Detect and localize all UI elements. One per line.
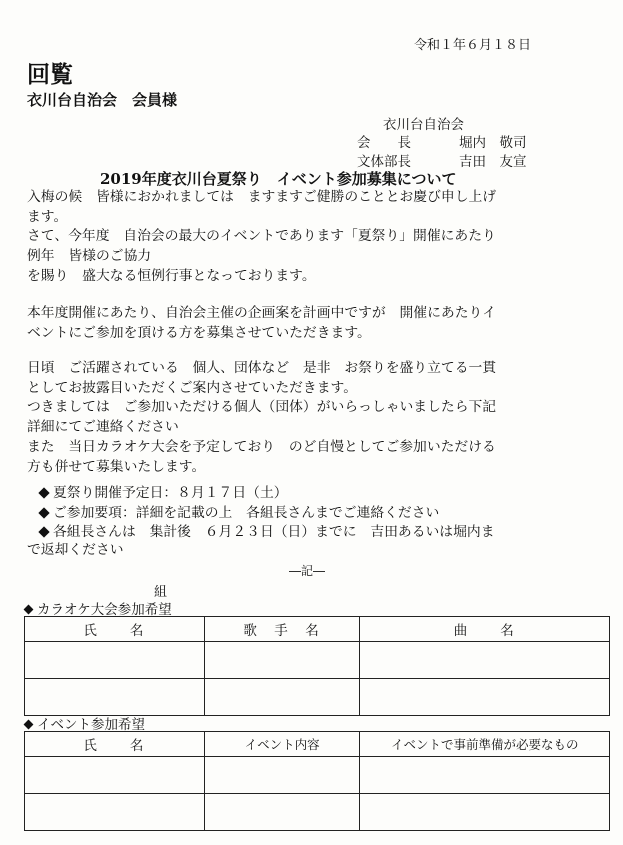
column-header-event-content: イベント内容	[204, 732, 360, 757]
body-line: 入梅の候 皆様におかれましては ますますご健勝のこととお慶び申し上げ	[27, 189, 497, 205]
table-row	[25, 679, 610, 716]
body-paragraph-3	[27, 359, 587, 477]
diamond-bullet-icon	[38, 507, 49, 518]
body-line: ます。	[27, 208, 68, 225]
note-item: ご参加要項：詳細を記載の上 各組長さんまでご連絡ください	[38, 504, 439, 524]
body-line: 詳細にてご連絡ください	[27, 419, 179, 436]
event-content-cell[interactable]	[204, 794, 360, 831]
column-header-name: 氏 名	[25, 617, 205, 642]
column-header-singer: 歌 手 名	[204, 617, 360, 642]
body-line: 方も併せて募集いたします。	[27, 458, 206, 475]
page-title: 回覧	[27, 62, 73, 88]
table-row	[25, 642, 610, 679]
diamond-bullet-icon	[38, 487, 49, 498]
name-cell[interactable]	[25, 794, 205, 831]
body-line: としてお披露目いただくご案内させていただきます。	[27, 379, 358, 396]
note-item-continuation: で返却ください	[27, 542, 124, 558]
body-line: また 当日カラオケ大会を予定しており のど自慢としてご参加いただける	[27, 438, 496, 455]
song-cell[interactable]	[360, 679, 610, 716]
table-header-row	[25, 732, 610, 757]
body-line: 本年度開催にあたり、自治会主催の企画案を計画中ですが 開催にあたりイ	[27, 305, 497, 321]
diamond-bullet-icon	[24, 605, 34, 615]
name-cell[interactable]	[25, 757, 205, 794]
column-header-song: 曲 名	[360, 617, 610, 642]
preparation-cell[interactable]	[360, 794, 610, 831]
table-row	[25, 794, 610, 831]
diamond-bullet-icon	[38, 526, 49, 537]
sender-org: 衣川台自治会	[383, 117, 464, 133]
name-cell[interactable]	[25, 642, 205, 679]
sender-role-1: 会 長	[357, 135, 411, 151]
event-content-cell[interactable]	[204, 757, 360, 794]
note-item: 夏祭り開催予定日：８月１７日（土）	[38, 484, 288, 504]
kumi-label: 組	[154, 585, 168, 600]
sender-name-1: 堀内 敬司	[459, 135, 527, 151]
body-line: 例年 皆様のご協力	[27, 248, 152, 265]
subject-heading: 2019年度衣川台夏祭り イベント参加募集について	[100, 170, 457, 188]
body-line: つきましては ご参加いただける個人（団体）がいらっしゃいましたら下記	[27, 399, 497, 416]
body-line: を賜り 盛大なる恒例行事となっております。	[27, 267, 316, 284]
sender-name-2: 吉田 友宣	[459, 154, 527, 170]
body-paragraph-1	[27, 188, 587, 287]
event-table	[24, 731, 610, 831]
name-cell[interactable]	[25, 679, 205, 716]
column-header-name: 氏 名	[25, 732, 205, 757]
diamond-bullet-icon	[24, 720, 34, 730]
note-item: 各組長さんは 集計後 ６月２３日（日）までに 吉田あるいは堀内ま	[38, 523, 495, 543]
karaoke-section-title: カラオケ大会参加希望	[22, 598, 172, 618]
ki-marker: ―記―	[289, 564, 326, 578]
addressee: 衣川台自治会 会員様	[27, 91, 178, 109]
date: 令和１年６月１８日	[413, 38, 531, 53]
singer-cell[interactable]	[204, 642, 360, 679]
column-header-preparation: イベントで事前準備が必要なもの	[360, 732, 610, 757]
preparation-cell[interactable]	[360, 757, 610, 794]
body-line: 日頃 ご活躍されている 個人、団体など 是非 お祭りを盛り立てる一貫	[27, 360, 497, 376]
body-line: ベントにご参加を頂ける方を募集させていただきます。	[27, 324, 371, 341]
body-line: さて、今年度 自治会の最大のイベントであります「夏祭り」開催にあたり	[27, 228, 496, 245]
karaoke-table	[24, 616, 610, 716]
body-paragraph-2	[27, 304, 587, 343]
table-header-row	[25, 617, 610, 642]
table-row	[25, 757, 610, 794]
event-section-title: イベント参加希望	[22, 713, 145, 733]
song-cell[interactable]	[360, 642, 610, 679]
sender-role-2: 文体部長	[357, 154, 411, 170]
singer-cell[interactable]	[204, 679, 360, 716]
